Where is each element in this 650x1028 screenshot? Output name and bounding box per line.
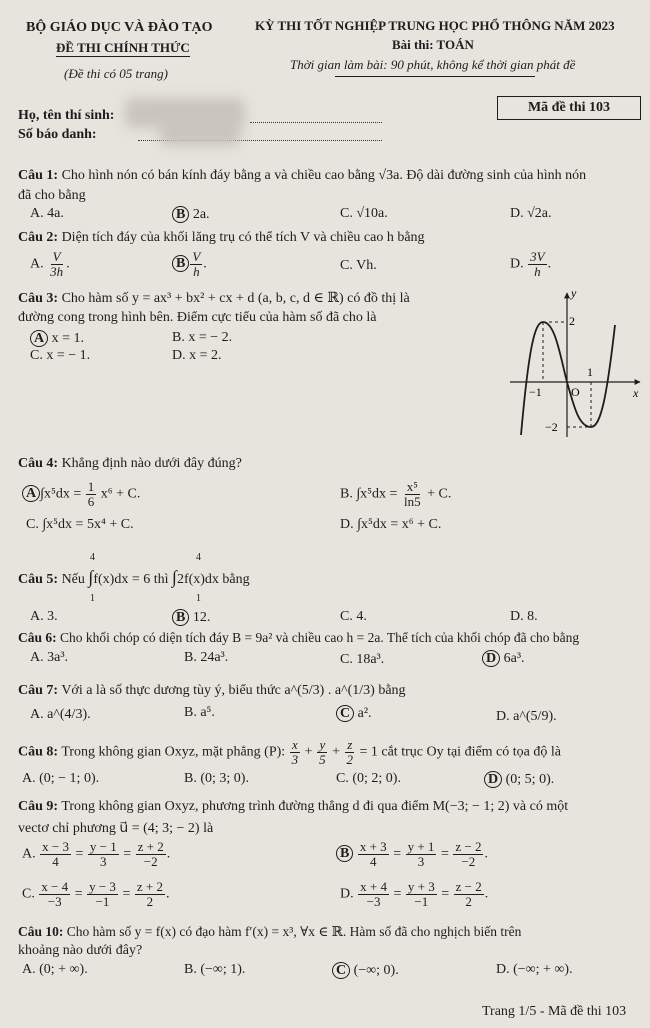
q3-text-cont: đường cong trong hình bên. Điểm cực tiểu của hàm số đã cho là: [18, 310, 377, 325]
question-6: [18, 630, 579, 646]
q6-answer-mark: D: [482, 650, 500, 667]
q8-text: Trong không gian Oxyz, mặt phẳng (P):: [61, 744, 286, 760]
name-dots: [250, 122, 382, 123]
name-label: Họ, tên thí sinh:: [18, 108, 115, 123]
q4-option-c: C. ∫x⁵dx = 5x⁴ + C.: [26, 517, 134, 532]
id-label: Số báo danh:: [18, 127, 97, 142]
q9-option-c: C. $\frac{x - 4}{-3}$ = $\frac{y - 3}{-1}$ = $\frac{z + 2}{2}$ .: [22, 879, 170, 909]
cubic-graph: [505, 285, 645, 445]
q6-label: Câu 6:: [18, 630, 57, 645]
q3-answer-mark: A: [30, 330, 48, 347]
q1-option-a: A. 4a.: [30, 206, 64, 221]
q5-option-c: C. 4.: [340, 609, 367, 624]
q10-text: Cho hàm số y = f(x) có đạo hàm f′(x) = x³, ∀x ∈ ℝ. Hàm số đã cho nghịch biến trên: [66, 924, 522, 939]
subject-label: Bài thi: TOÁN: [392, 37, 474, 52]
q1-answer-mark: B: [172, 206, 189, 223]
header-divider: [335, 76, 535, 77]
question-10: [18, 924, 521, 940]
q2-option-c: C. Vh.: [340, 258, 377, 273]
q2-label: Câu 2:: [18, 230, 59, 245]
q7-label: Câu 7:: [18, 683, 59, 698]
tick-minus-2: −2: [545, 420, 558, 434]
ministry-title: BỘ GIÁO DỤC VÀ ĐÀO TẠO: [26, 20, 213, 35]
q5-option-d: D. 8.: [510, 609, 538, 624]
tick-2: 2: [569, 314, 575, 328]
q7-option-d: D. a^(5/9).: [496, 709, 557, 724]
question-5: Câu 5: Nếu ∫f(x)dx = 6 thì ∫2f(x)dx bằng: [18, 567, 250, 587]
q4-answer-mark: A: [22, 485, 40, 502]
q1-text-cont: đã cho bằng: [18, 188, 86, 203]
exam-code-box: Mã đề thi 103: [497, 96, 641, 120]
q7-text: Với a là số thực dương tùy ý, biểu thức a^(5/3) . a^(1/3) bằng: [61, 683, 406, 698]
id-redaction: [160, 118, 240, 146]
q2-text: Diện tích đáy của khối lăng trụ có thể tích V và chiều cao h bằng: [61, 230, 425, 245]
question-9: [18, 799, 568, 815]
q8-label: Câu 8:: [18, 744, 59, 760]
q9-label: Câu 9:: [18, 799, 59, 814]
question-4: [18, 456, 242, 472]
q7-option-b: B. a⁵.: [184, 705, 215, 720]
q10-option-a: A. (0; + ∞).: [22, 962, 88, 977]
q8-option-d: D (0; 5; 0).: [484, 771, 554, 788]
q3-label: Câu 3:: [18, 291, 59, 306]
q5-lower-1: 1: [90, 593, 95, 604]
q5-label: Câu 5:: [18, 572, 59, 587]
q7-answer-mark: C: [336, 705, 354, 722]
q10-text-cont: khoảng nào dưới đây?: [18, 943, 143, 958]
q2-option-d: D. $\frac{3V}{h}$ .: [510, 249, 552, 279]
q8-option-a: A. (0; − 1; 0).: [22, 771, 100, 786]
q10-option-b: B. (−∞; 1).: [184, 962, 246, 977]
q5-option-b: B 12.: [172, 609, 210, 626]
page-footer: Trang 1/5 - Mã đề thi 103: [482, 1004, 627, 1019]
question-1: [18, 168, 586, 184]
q3-option-b: B. x = − 2.: [172, 330, 233, 345]
q6-option-c: C. 18a³.: [340, 652, 385, 667]
question-2: [18, 230, 425, 246]
x-axis-label: x: [633, 386, 639, 400]
q6-option-b: B. 24a³.: [184, 650, 229, 665]
q4-option-d: D. ∫x⁵dx = x⁶ + C.: [340, 517, 442, 532]
q4-label: Câu 4:: [18, 456, 59, 471]
y-axis-label: y: [571, 286, 577, 300]
q7-option-a: A. a^(4/3).: [30, 707, 91, 722]
tick-1: 1: [587, 365, 593, 379]
q9-option-d: D. $\frac{x + 4}{-3}$ = $\frac{y + 3}{-1}$ = $\frac{z - 2}{2}$ .: [340, 879, 489, 909]
q10-option-c: C (−∞; 0).: [332, 962, 399, 979]
tick-minus-1: −1: [529, 385, 542, 399]
q3-text: Cho hàm số y = ax³ + bx² + cx + d (a, b, c, d ∈ ℝ) có đồ thị là: [61, 291, 410, 306]
origin-label: O: [571, 385, 580, 399]
q10-option-d: D. (−∞; + ∞).: [496, 962, 573, 977]
q3-option-d: D. x = 2.: [172, 348, 222, 363]
q4-text: Khẳng định nào dưới đây đúng?: [61, 456, 242, 471]
q5-lower-2: 1: [196, 593, 201, 604]
q1-label: Câu 1:: [18, 168, 59, 183]
pages-note: (Đề thi có 05 trang): [64, 66, 168, 81]
q4-option-a: A ∫x⁵dx = $\frac{1}{6}$ x⁶ + C.: [22, 480, 140, 508]
q1-option-b: B 2a.: [172, 206, 210, 223]
time-note: Thời gian làm bài: 90 phút, không kể thời gian phát đề: [290, 57, 576, 72]
q9-answer-mark: B: [336, 845, 353, 862]
q7-option-c: C a².: [336, 705, 372, 722]
q6-option-a: A. 3a³.: [30, 650, 69, 665]
q10-label: Câu 10:: [18, 924, 64, 939]
q2-option-a: A. $\frac{V}{3h}$ .: [30, 249, 70, 279]
question-8: Câu 8: Trong không gian Oxyz, mặt phẳng (P): $\frac{x}{3}$ + $\frac{y}{5}$ + $\frac{z}{2}$ = 1 cắt trục Oy tại điểm có tọa độ là: [18, 737, 561, 767]
q8-option-c: C. (0; 2; 0).: [336, 771, 401, 786]
q9-option-a: A. $\frac{x - 3}{4}$ = $\frac{y - 1}{3}$ = $\frac{z + 2}{-2}$ .: [22, 839, 171, 869]
q1-text: Cho hình nón có bán kính đáy bằng a và chiều cao bằng √3a. Độ dài đường sinh của hình nón: [61, 168, 587, 183]
q4-option-b: B. ∫x⁵dx = $\frac{\text{x⁵}}{\ln 5}$ + C.: [340, 479, 452, 509]
q8-option-b: B. (0; 3; 0).: [184, 771, 249, 786]
question-3: [18, 290, 410, 307]
q6-text: Cho khối chóp có diện tích đáy B = 9a² và chiều cao h = 2a. Thể tích của khối chóp đã cho bằng: [60, 630, 580, 645]
q9-text-cont: vectơ chỉ phương u⃗ = (4; 3; − 2) là: [18, 821, 214, 836]
q2-answer-mark: B: [172, 255, 189, 272]
q5-option-a: A. 3.: [30, 609, 58, 624]
q3-option-c: C. x = − 1.: [30, 348, 91, 363]
q1-option-c: C. √10a.: [340, 206, 388, 221]
exam-title: KỲ THI TỐT NGHIỆP TRUNG HỌC PHỔ THÔNG NĂM 2023: [255, 18, 615, 33]
q3-option-a: A x = 1.: [30, 330, 84, 347]
q5-upper-1: 4: [90, 552, 95, 563]
official-exam-label: ĐỀ THI CHÍNH THỨC: [56, 40, 190, 55]
q5-answer-mark: B: [172, 609, 189, 626]
question-7: [18, 683, 406, 699]
cubic-curve: [521, 322, 615, 435]
q6-option-d: D 6a³.: [482, 650, 525, 667]
q2-option-b: B $\frac{V}{h}$ .: [172, 250, 207, 278]
q9-text: Trong không gian Oxyz, phương trình đường thẳng d đi qua điểm M(−3; − 1; 2) và có một: [61, 799, 569, 814]
q1-option-d: D. √2a.: [510, 206, 552, 221]
q5-upper-2: 4: [196, 552, 201, 563]
q9-option-b: B $\frac{x + 3}{4}$ = $\frac{y + 1}{3}$ = $\frac{z - 2}{-2}$ .: [336, 840, 488, 868]
q10-answer-mark: C: [332, 962, 350, 979]
q8-answer-mark: D: [484, 771, 502, 788]
